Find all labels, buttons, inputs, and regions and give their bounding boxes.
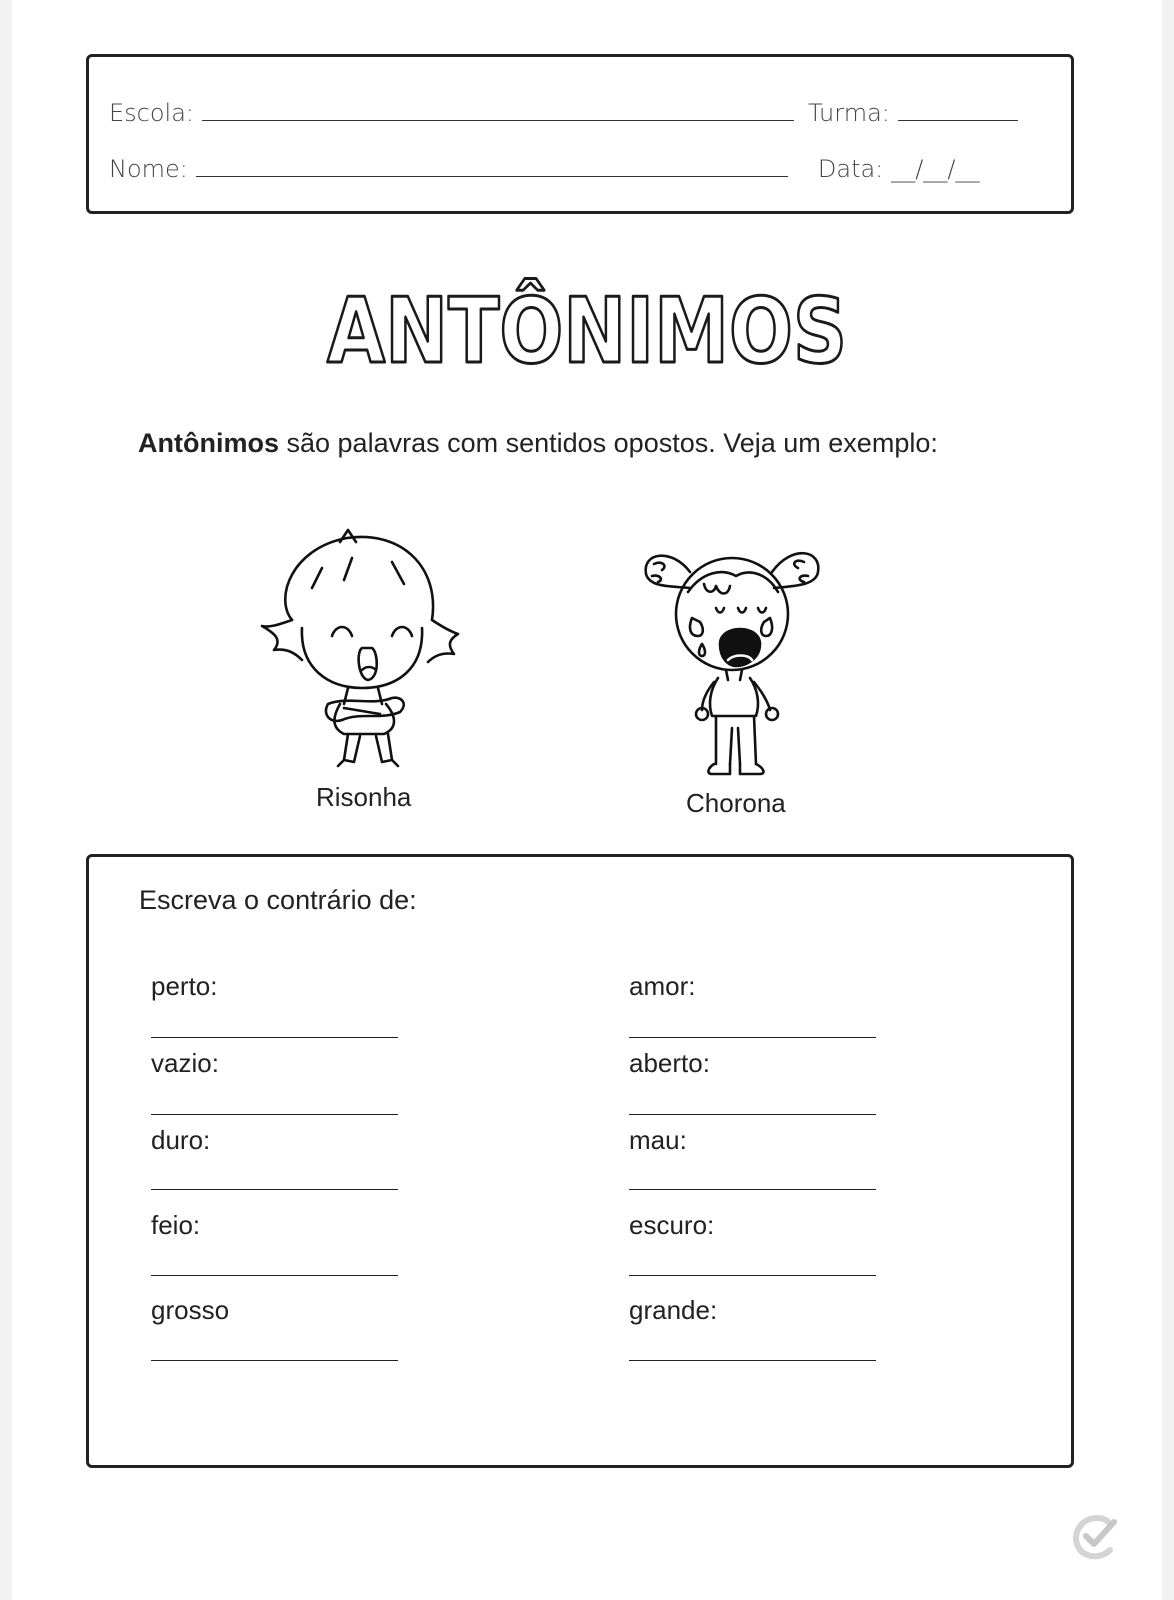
word-right-1: amor: bbox=[629, 971, 696, 1001]
answer-line-right-2[interactable] bbox=[629, 1114, 876, 1115]
word-left-1: perto: bbox=[151, 971, 218, 1001]
name-row bbox=[109, 149, 1051, 183]
page-title bbox=[12, 262, 1162, 382]
date-field[interactable]: __/__/__ bbox=[891, 155, 980, 183]
crying-girl-illustration bbox=[632, 532, 832, 782]
school-row bbox=[109, 93, 1051, 127]
intro-text bbox=[138, 428, 938, 459]
answer-line-right-4[interactable] bbox=[629, 1275, 876, 1276]
school-label: Escola: bbox=[109, 99, 195, 127]
word-right-4: escuro: bbox=[629, 1210, 715, 1240]
answer-line-right-3[interactable] bbox=[629, 1189, 876, 1190]
example-caption-1: Risonha bbox=[316, 782, 412, 812]
word-left-5: grosso bbox=[151, 1295, 230, 1325]
name-label: Nome: bbox=[109, 155, 188, 183]
page-title-text: ANTÔNIMOS bbox=[327, 279, 950, 384]
word-left-3: duro: bbox=[151, 1125, 211, 1155]
intro-bold: Antônimos bbox=[138, 428, 279, 458]
date-label: Data: bbox=[817, 155, 884, 183]
exercise-heading: Escreva o contrário de: bbox=[139, 885, 417, 915]
school-field[interactable] bbox=[202, 119, 794, 121]
student-info-box bbox=[86, 54, 1074, 214]
class-label: Turma: bbox=[808, 99, 890, 127]
word-right-2: aberto: bbox=[629, 1048, 710, 1078]
word-right-5: grande: bbox=[629, 1295, 718, 1325]
check-logo-icon bbox=[1072, 1512, 1118, 1558]
word-left-2: vazio: bbox=[151, 1048, 219, 1078]
word-left-4: feio: bbox=[151, 1210, 201, 1240]
word-right-3: mau: bbox=[629, 1125, 687, 1155]
answer-line-right-5[interactable] bbox=[629, 1360, 876, 1361]
answer-line-left-5[interactable] bbox=[151, 1360, 398, 1361]
smiling-girl-illustration bbox=[252, 528, 462, 773]
intro-rest: são palavras com sentidos opostos. Veja um exemplo: bbox=[279, 428, 938, 458]
answer-line-left-3[interactable] bbox=[151, 1189, 398, 1190]
answer-line-left-1[interactable] bbox=[151, 1037, 398, 1038]
exercise-box bbox=[86, 854, 1074, 1468]
answer-line-left-2[interactable] bbox=[151, 1114, 398, 1115]
name-field[interactable] bbox=[196, 175, 788, 177]
worksheet-page bbox=[12, 0, 1162, 1600]
class-field[interactable] bbox=[898, 119, 1018, 121]
answer-line-right-1[interactable] bbox=[629, 1037, 876, 1038]
answer-line-left-4[interactable] bbox=[151, 1275, 398, 1276]
example-caption-2: Chorona bbox=[686, 788, 786, 818]
